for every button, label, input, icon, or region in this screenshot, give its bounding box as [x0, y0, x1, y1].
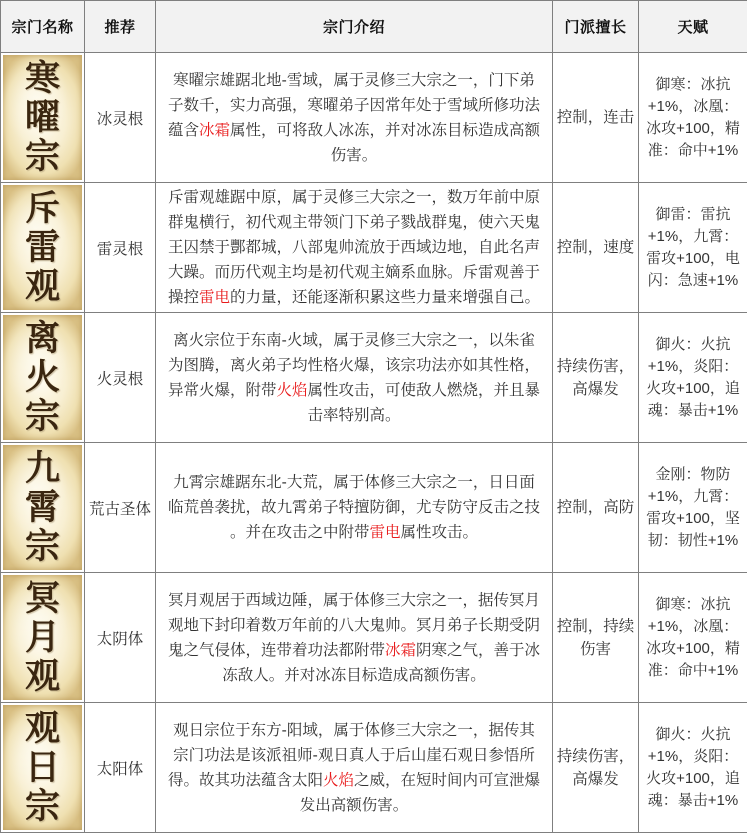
sect-recommend: 雷灵根: [85, 183, 156, 313]
intro-line: 操控雷电的力量，还能逐渐积累这些力量来增强自己。: [167, 289, 541, 306]
intro-line: 九霄宗雄踞东北-大荒，属于体修三大宗之一，日日面: [173, 474, 535, 491]
sect-recommend: 荒古圣体: [85, 443, 156, 573]
sect-name: 九霄宗: [24, 448, 60, 567]
intro-line: 冥月观居于西域边陲，属于体修三大宗之一，据传冥月: [167, 591, 540, 609]
sect-specialty: [553, 573, 639, 703]
intro-line: 观地下封印着数万年前的八大鬼帅。冥月弟子长期受阴: [167, 616, 540, 634]
intro-line: 为图腾，离火弟子均性格火爆，该宗功法亦如其性格，: [167, 356, 540, 374]
talent-line: 火攻+100，追: [646, 379, 740, 397]
sect-name-cell: [1, 703, 85, 833]
intro-line: 异常火爆，附带火焰属性攻击，可使敌人燃烧，并且暴: [167, 381, 541, 399]
talent-line: 雷攻+100，电: [646, 249, 740, 267]
sect-intro: [156, 573, 553, 703]
sect-talent: [639, 573, 747, 703]
intro-line: 王囚禁于酆都城，八部鬼帅流放于西域边地，自此名声: [167, 239, 540, 256]
specialty-line: 伤害: [579, 640, 611, 658]
highlight-word: 冰霜: [198, 121, 230, 139]
parchment-plate: [3, 55, 82, 180]
sect-specialty: [553, 443, 639, 573]
sect-talent: [639, 703, 747, 833]
intro-line: 蕴含冰霜属性，可将敌人冰冻，并对冰冻目标造成高额: [167, 121, 541, 139]
sect-row: [1, 703, 747, 833]
parchment-plate: [3, 575, 82, 700]
specialty-line: 高爆发: [572, 770, 619, 788]
talent-line: +1%，九霄：: [647, 227, 739, 245]
highlight-word: 雷电: [198, 289, 230, 306]
table-body: [1, 53, 747, 833]
talent-line: 魂：暴击+1%: [647, 401, 739, 419]
sect-recommend: 冰灵根: [85, 53, 156, 183]
talent-line: 御寒：冰抗: [655, 75, 731, 93]
intro-line: 离火宗位于东南-火域，属于灵修三大宗之一，以朱雀: [173, 331, 535, 349]
sect-row: [1, 183, 747, 313]
header-name: 宗门名称: [1, 1, 85, 53]
talent-line: +1%，冰凰：: [647, 617, 739, 635]
sect-specialty: [553, 53, 639, 183]
talent-line: 冰攻+100，精: [646, 119, 740, 137]
sect-talent: [639, 443, 747, 573]
talent-line: 雷攻+100，坚: [646, 509, 740, 527]
sect-name: 寒曜宗: [24, 58, 60, 177]
talent-line: 御火：火抗: [655, 335, 731, 353]
talent-line: 准：命中+1%: [647, 661, 739, 679]
sect-specialty: [553, 703, 639, 833]
talent-line: 冰攻+100，精: [646, 639, 740, 657]
intro-line: 群鬼横行，初代观主带领门下弟子戮战群鬼，使六天鬼: [167, 214, 540, 231]
specialty-line: 持续伤害，: [556, 747, 635, 765]
talent-line: 火攻+100，追: [646, 769, 740, 787]
talent-line: 金刚：物防: [655, 465, 731, 483]
talent-line: 御火：火抗: [655, 725, 731, 743]
talent-line: +1%，九霄：: [647, 487, 739, 505]
intro-line: 寒曜宗雄踞北地-雪域，属于灵修三大宗之一，门下弟: [173, 71, 535, 89]
sect-recommend: 太阳体: [85, 703, 156, 833]
talent-line: 准：命中+1%: [647, 141, 739, 159]
parchment-plate: [3, 315, 82, 440]
talent-line: +1%，冰凰：: [647, 97, 739, 115]
sect-intro: [156, 313, 553, 443]
highlight-word: 火焰: [322, 771, 354, 789]
specialty-line: 高爆发: [572, 380, 619, 398]
header-intro: 宗门介绍: [156, 1, 553, 53]
parchment-plate: [3, 445, 82, 570]
sect-name: 斥雷观: [24, 188, 60, 307]
talent-line: 魂：暴击+1%: [647, 791, 739, 809]
talent-line: +1%，炎阳：: [647, 357, 739, 375]
parchment-plate: [3, 185, 82, 310]
intro-line: 大躁。而历代观主均是初代观主嫡系血脉。斥雷观善于: [167, 264, 540, 281]
sect-specialty: [553, 313, 639, 443]
talent-line: +1%，炎阳：: [647, 747, 739, 765]
sect-row: [1, 313, 747, 443]
specialty-line: 控制，连击: [556, 109, 635, 126]
sect-name-cell: [1, 53, 85, 183]
sect-intro: [156, 53, 553, 183]
sect-intro: [156, 183, 553, 313]
sect-intro: [156, 443, 553, 573]
intro-line: 击率特别高。: [307, 406, 401, 424]
intro-line: 。并在攻击之中附带雷电属性攻击。: [229, 524, 479, 541]
header-talent: 天赋: [639, 1, 747, 53]
sect-row: [1, 53, 747, 183]
sect-name: 冥月观: [24, 578, 60, 697]
sect-name: 离火宗: [24, 318, 60, 437]
sect-name: 观日宗: [24, 708, 60, 827]
talent-line: 御寒：冰抗: [655, 595, 731, 613]
sect-row: [1, 443, 747, 573]
talent-line: 韧：韧性+1%: [647, 531, 739, 549]
intro-line: 临荒兽袭扰，故九霄弟子特擅防御，尤专防守反击之技: [167, 499, 540, 516]
sect-talent: [639, 183, 747, 313]
intro-line: 子数千，实力高强，寒曜弟子因常年处于雪域所修功法: [167, 96, 540, 114]
specialty-line: 持续伤害，: [556, 357, 635, 375]
sect-recommend: 火灵根: [85, 313, 156, 443]
sect-name-cell: [1, 443, 85, 573]
header-specialty: 门派擅长: [553, 1, 639, 53]
sect-specialty: [553, 183, 639, 313]
intro-line: 得。故其功法蕴含太阳火焰之威，在短时间内可宣泄爆: [167, 771, 541, 789]
intro-line: 鬼之气侵体，连带着功法都附带冰霜阴寒之气，善于冰: [167, 641, 541, 659]
specialty-line: 控制，持续: [556, 617, 635, 635]
intro-line: 斥雷观雄踞中原，属于灵修三大宗之一，数万年前中原: [167, 189, 540, 206]
talent-line: 御雷：雷抗: [655, 205, 731, 223]
sect-intro: [156, 703, 553, 833]
sect-name-cell: [1, 313, 85, 443]
header-row: [1, 1, 747, 53]
sect-talent: [639, 53, 747, 183]
highlight-word: 火焰: [276, 381, 308, 399]
parchment-plate: [3, 705, 82, 830]
sect-name-cell: [1, 573, 85, 703]
sect-name-cell: [1, 183, 85, 313]
talent-line: 闪：急速+1%: [647, 271, 739, 289]
sect-talent: [639, 313, 747, 443]
intro-line: 伤害。: [330, 146, 378, 164]
sect-row: [1, 573, 747, 703]
intro-line: 宗门功法是该派祖师-观日真人于后山崖石观日参悟所: [173, 746, 535, 764]
specialty-line: 控制，高防: [556, 499, 635, 516]
intro-line: 冻敌人。并对冰冻目标造成高额伤害。: [222, 666, 486, 684]
intro-line: 观日宗位于东方-阳域，属于体修三大宗之一，据传其: [173, 721, 535, 739]
highlight-word: 冰霜: [384, 641, 416, 659]
sect-recommend: 太阴体: [85, 573, 156, 703]
intro-line: 发出高额伤害。: [299, 796, 409, 814]
specialty-line: 控制，速度: [556, 239, 635, 256]
highlight-word: 雷电: [369, 524, 401, 541]
header-recommend: 推荐: [85, 1, 156, 53]
table-header: [1, 1, 747, 53]
